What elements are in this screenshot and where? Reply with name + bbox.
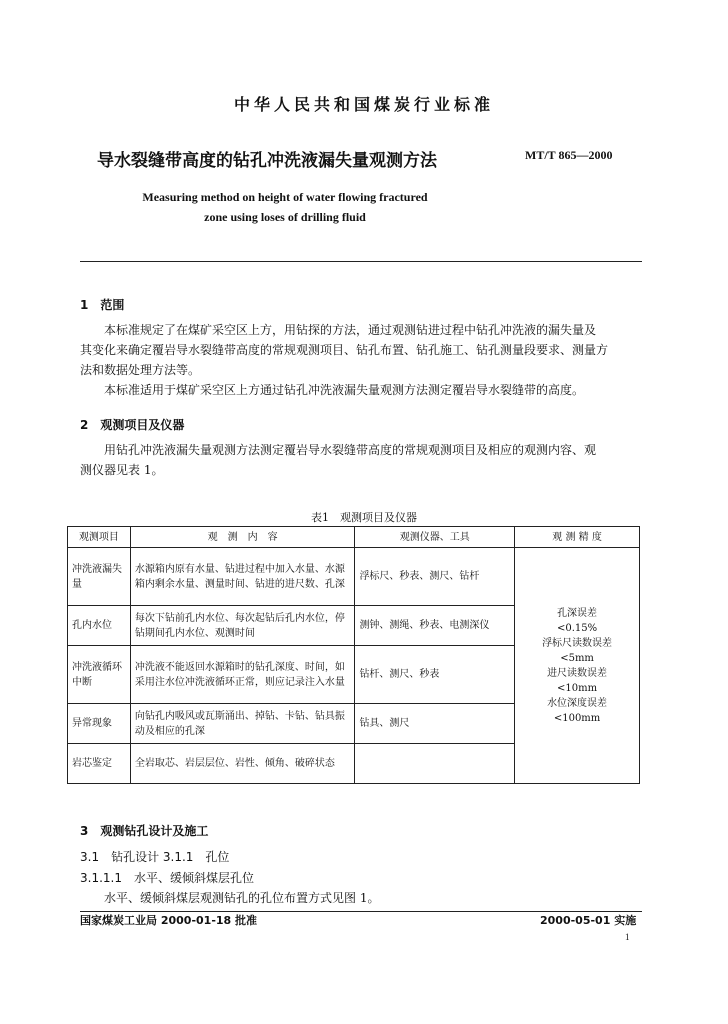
row-item: 岩芯鉴定: [68, 744, 131, 784]
row-content: 向钻孔内吸风或瓦斯涌出、掉钻、卡钻、钻具振动及相应的孔深: [130, 704, 355, 744]
section-1-body: [80, 320, 642, 400]
column-header: 观测仪器、工具: [355, 527, 515, 548]
paragraph-line: 法和数据处理方法等。: [80, 363, 201, 377]
observation-table: [67, 526, 640, 784]
row-content: 每次下钻前孔内水位、每次起钻后孔内水位，停钻期间孔内水位、观测时间: [130, 606, 355, 646]
row-tools: 浮标尺、秒表、测尺、钻杆: [355, 548, 515, 606]
english-title-line-1: Measuring method on height of water flowing fractured: [142, 190, 428, 204]
section-3-body: 水平、缓倾斜煤层观测钻孔的孔位布置方式见图 1。: [104, 891, 380, 905]
precision-line: <5mm: [560, 652, 594, 664]
column-header: 观测项目: [68, 527, 131, 548]
precision-line: <0.15%: [556, 622, 598, 634]
paragraph-line: 测仪器见表 1。: [80, 463, 164, 477]
precision-line: 进尺读数误差: [547, 667, 608, 679]
effective-date: 2000-05-01 实施: [540, 914, 637, 927]
standard-category-heading: 中华人民共和国煤炭行业标准: [233, 95, 494, 114]
section-3-heading: 3 观测钻孔设计及施工: [80, 824, 209, 838]
precision-line: <10mm: [557, 682, 598, 694]
row-item: 冲洗液循环中断: [68, 646, 131, 704]
precision-line: 孔深误差: [557, 607, 598, 619]
table-row: [68, 548, 640, 606]
column-header: 观 测 内 容: [130, 527, 355, 548]
page-number: 1: [625, 932, 630, 942]
document-title: 导水裂缝带高度的钻孔冲洗液漏失量观测方法: [97, 151, 437, 171]
row-tools: [355, 744, 515, 784]
section-1-heading: 1 范围: [80, 298, 125, 312]
row-content: 冲洗液不能返回水源箱时的钻孔深度、时间，如采用注水位冲洗液循环正常，则应记录注入水量: [130, 646, 355, 704]
row-tools: 钻具、测尺: [355, 704, 515, 744]
row-item: 孔内水位: [68, 606, 131, 646]
row-content: 全岩取芯、岩层层位、岩性、倾角、破碎状态: [130, 744, 355, 784]
paragraph-line: 用钻孔冲洗液漏失量观测方法测定覆岩导水裂缝带高度的常规观测项目及相应的观测内容、观: [104, 443, 597, 457]
english-title-line-2: zone using loses of drilling fluid: [204, 210, 366, 224]
header-divider: [80, 261, 642, 262]
precision-line: <100mm: [553, 712, 601, 724]
approval-line: 国家煤炭工业局 2000-01-18 批准: [80, 914, 258, 927]
precision-line: 浮标尺读数误差: [542, 637, 613, 649]
row-tools: 钻杆、测尺、秒表: [355, 646, 515, 704]
column-header: 观 测 精 度: [515, 527, 640, 548]
table-caption: 表1 观测项目及仪器: [311, 511, 417, 524]
precision-line: 水位深度误差: [547, 697, 608, 709]
row-item: 冲洗液漏失量: [68, 548, 131, 606]
precision-cell: [515, 548, 640, 784]
table-header-row: [68, 527, 640, 548]
subsection-3-1-1-1-heading: 3.1.1.1 水平、缓倾斜煤层孔位: [80, 871, 254, 885]
paragraph-line: 其变化来确定覆岩导水裂缝带高度的常规观测项目、钻孔布置、钻孔施工、钻孔测量段要求、测量方: [80, 343, 609, 357]
section-2-heading: 2 观测项目及仪器: [80, 418, 185, 432]
row-content: 水源箱内原有水量、钻进过程中加入水量、水源箱内剩余水量、测量时间、钻进的进尺数、孔深: [130, 548, 355, 606]
paragraph-line: 本标准规定了在煤矿采空区上方，用钻探的方法，通过观测钻进过程中钻孔冲洗液的漏失量及: [104, 323, 597, 337]
subsection-3-1-heading: 3.1 钻孔设计 3.1.1 孔位: [80, 850, 230, 864]
standard-number: MT/T 865—2000: [525, 148, 613, 162]
row-item: 异常现象: [68, 704, 131, 744]
section-2-body: [80, 440, 642, 480]
row-tools: 测钟、测绳、秒表、电测深仪: [355, 606, 515, 646]
paragraph-line: 本标准适用于煤矿采空区上方通过钻孔冲洗液漏失量观测方法测定覆岩导水裂缝带的高度。: [104, 383, 585, 397]
